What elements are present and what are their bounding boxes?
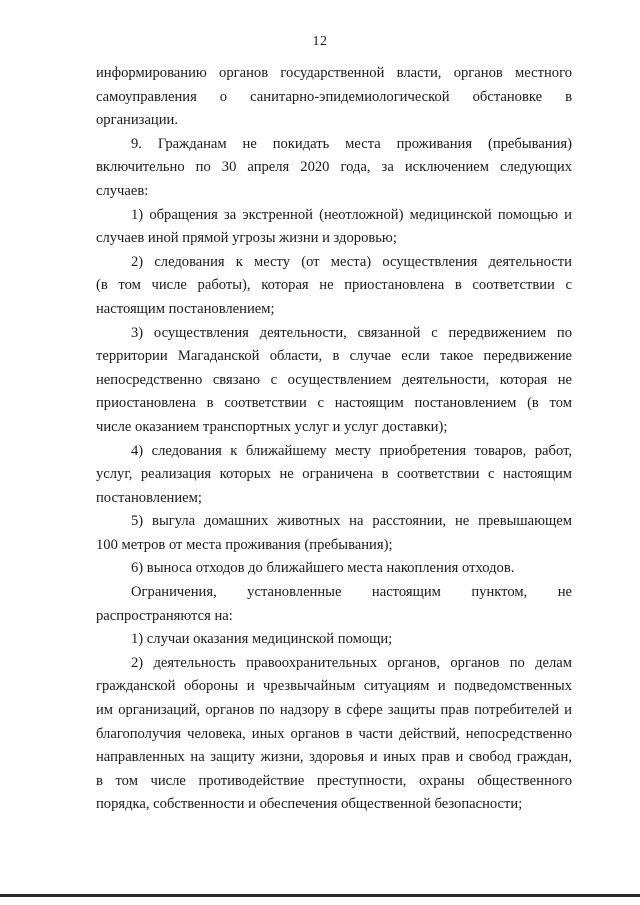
text-line: порядка, собственности и обеспечения общественной безопасности; [96,796,523,813]
text-line: числе оказанием транспортных услуг и услуг доставки); [96,418,448,435]
text-line: 4) следования к ближайшему месту приобретения товаров, работ, [131,442,572,459]
text-line: непосредственно связано с осуществлением деятельности, которая не [96,371,572,388]
text-line: самоуправления о санитарно-эпидемиологической обстановке в [96,88,572,105]
paragraph-subitem-5 [96,510,572,557]
text-line: территории Магаданской области, в случае если такое передвижение [96,348,572,365]
text-line: включительно по 30 апреля 2020 года, за исключением следующих [96,159,572,176]
text-line: 3) осуществления деятельности, связанной с передвижением по [131,324,572,341]
document-body [96,62,572,817]
text-line: им организаций, органов по надзору в сфере защиты прав потребителей и [96,702,572,719]
paragraph-continuation [96,62,572,133]
text-line: гражданской обороны и чрезвычайным ситуациям и подведомственных [96,678,572,695]
text-line: направленных на защиту жизни, здоровья и иных прав и свобод граждан, [96,749,572,766]
text-line: в том числе противодействие преступности, охраны общественного [96,772,572,789]
scan-bottom-edge [0,894,640,897]
text-line: услуг, реализация которых не ограничена в соответствии с настоящим [96,466,572,483]
text-line: организации. [96,112,178,129]
paragraph-subitem-3 [96,322,572,440]
text-line: настоящим постановлением; [96,300,275,317]
text-line: случаев иной прямой угрозы жизни и здоровью; [96,230,397,247]
text-line: 100 метров от места проживания (пребывания); [96,536,393,553]
text-line: (в том числе работы), которая не приостановлена в соответствии с [96,277,572,294]
text-line: приостановлена в соответствии с настоящим постановлением (в том [96,395,572,412]
text-line: благополучия человека, иных органов в части действий, непосредственно [96,725,572,742]
paragraph-subitem-2 [96,251,572,322]
text-line: распространяются на: [96,607,233,624]
text-line: 1) обращения за экстренной (неотложной) медицинской помощью и [131,206,572,223]
paragraph-subitem-4 [96,440,572,511]
text-line: 9. Гражданам не покидать места проживания (пребывания) [131,135,572,152]
paragraph-subitem-1 [96,204,572,251]
text-line: 1) случаи оказания медицинской помощи; [131,631,393,648]
text-line: информированию органов государственной власти, органов местного [96,65,572,81]
text-line: Ограничения, установленные настоящим пунктом, не [131,584,572,601]
text-line: 6) выноса отходов до ближайшего места накопления отходов. [131,560,515,577]
paragraph-restriction-1 [96,628,572,652]
paragraph-restriction-2 [96,652,572,817]
text-line: случаев: [96,182,149,199]
text-line: 2) следования к месту (от места) осуществления деятельности [131,253,572,270]
text-line: 5) выгула домашних животных на расстоянии, не превышающем [131,513,572,530]
paragraph-restrictions [96,581,572,628]
text-line: постановлением; [96,489,202,506]
paragraph-item-9 [96,133,572,204]
page-number: 12 [312,34,328,49]
paragraph-subitem-6 [96,557,572,581]
text-line: 2) деятельность правоохранительных органов, органов по делам [131,654,572,671]
